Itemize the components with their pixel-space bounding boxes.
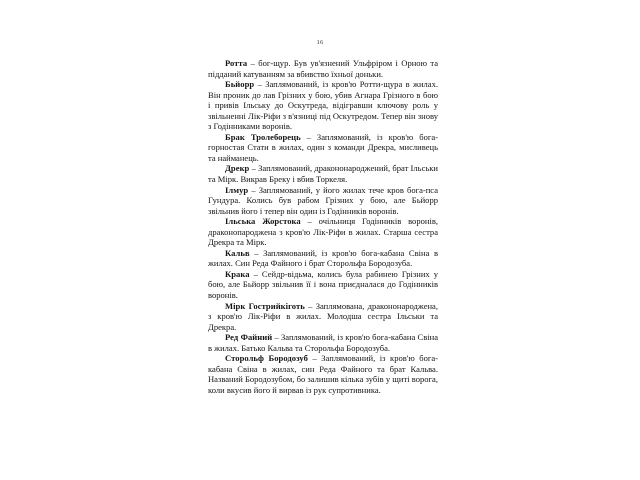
glossary-entry xyxy=(208,185,438,217)
glossary-entry xyxy=(208,248,438,269)
entry-description: – Заплямований, із кров'ю бога-кабана Свіна в жилах, син Реда Файного та брат Кальва. Названий Бородозубом, бо залишив кілька зубів у щиті ворога, коли вкусив його й вирвав із рук супротивника. xyxy=(208,353,438,395)
glossary-entry xyxy=(208,79,438,132)
entry-name: Дрекр xyxy=(225,163,250,174)
glossary-entry xyxy=(208,269,438,301)
entry-name: Кальв xyxy=(225,247,250,258)
entry-description: – Заплямований, із кров'ю бога-горностая Стати в жилах, один з команди Дрекра, мисливець та найманець. xyxy=(208,131,439,163)
entry-description: – Заплямована, дракононароджена, з кров'ю Лік-Ріфи в жилах. Молодша сестра Ільськи та Дрекра. xyxy=(208,300,438,332)
glossary-entry xyxy=(208,163,438,184)
glossary-entry xyxy=(208,132,438,164)
entry-description: – Заплямований, дракононароджений, брат Ільськи та Мірк. Викрав Бреку і вбив Торкеля. xyxy=(208,163,438,185)
entry-name: Ред Файний xyxy=(225,332,273,343)
entry-description: – Заплямований, із кров'ю бога-кабана Свіна в жилах. Батько Кальва та Сторольфа Бородозуба. xyxy=(208,332,438,353)
entry-description: – очільниця Годінників воронів, драконопароджена з кров'ю Лік-Ріфи в жилах. Старша сестра Дрекра та Мірк. xyxy=(208,216,438,248)
entry-description: – Заплямований, із кров'ю бога-кабана Свіна в жилах. Син Реда Файного і брат Сторольфа Бородозуба. xyxy=(208,247,438,269)
entry-name: Мірк Гострийкіготь xyxy=(225,300,305,311)
entry-name: Ільська Жорстока xyxy=(225,216,301,227)
entry-description: – Заплямований, із кров'ю Ротти-щура в жилах. Він проник до лав Грізних у бою, убив Агнара Грізного в бою і привів Ільську до Оскутреда, відігравши ключову роль у звільненні Лік-Ріфи з в'язниці під Оскутредом. Тепер він знову з Годінниками воронів. xyxy=(208,79,438,132)
glossary-entry xyxy=(208,332,438,353)
entry-name: Брак Тролеборець xyxy=(225,131,301,142)
entry-name: Ротта xyxy=(225,58,248,68)
glossary-entry xyxy=(208,301,438,333)
entry-description: – Заплямований, у його жилах тече кров бога-пса Гундура. Колись був рабом Грізних у бою, але Бьйорр звільнив його і тепер він один із Годінників воронів. xyxy=(208,184,438,216)
entry-name: Ілмур xyxy=(225,184,249,195)
glossary-entry xyxy=(208,353,438,395)
entry-name: Бьйорр xyxy=(225,79,255,90)
glossary-entry xyxy=(208,216,438,248)
entry-description: – Сейдр-відьма, колись була рабинею Грізних у бою, але Бьйорр звільнив її і вона приєдналася до Годінників воронів. xyxy=(208,268,438,301)
glossary-text-block xyxy=(208,58,438,396)
entry-description: – бог-щур. Був ув'язнений Ульфріром і Орною та підданий катуванням за вбивство їхньої доньки. xyxy=(208,58,438,79)
entry-name: Крака xyxy=(225,268,250,279)
entry-name: Сторольф Бородозуб xyxy=(225,353,308,364)
page-number: 16 xyxy=(316,39,324,46)
glossary-entry xyxy=(208,58,438,79)
